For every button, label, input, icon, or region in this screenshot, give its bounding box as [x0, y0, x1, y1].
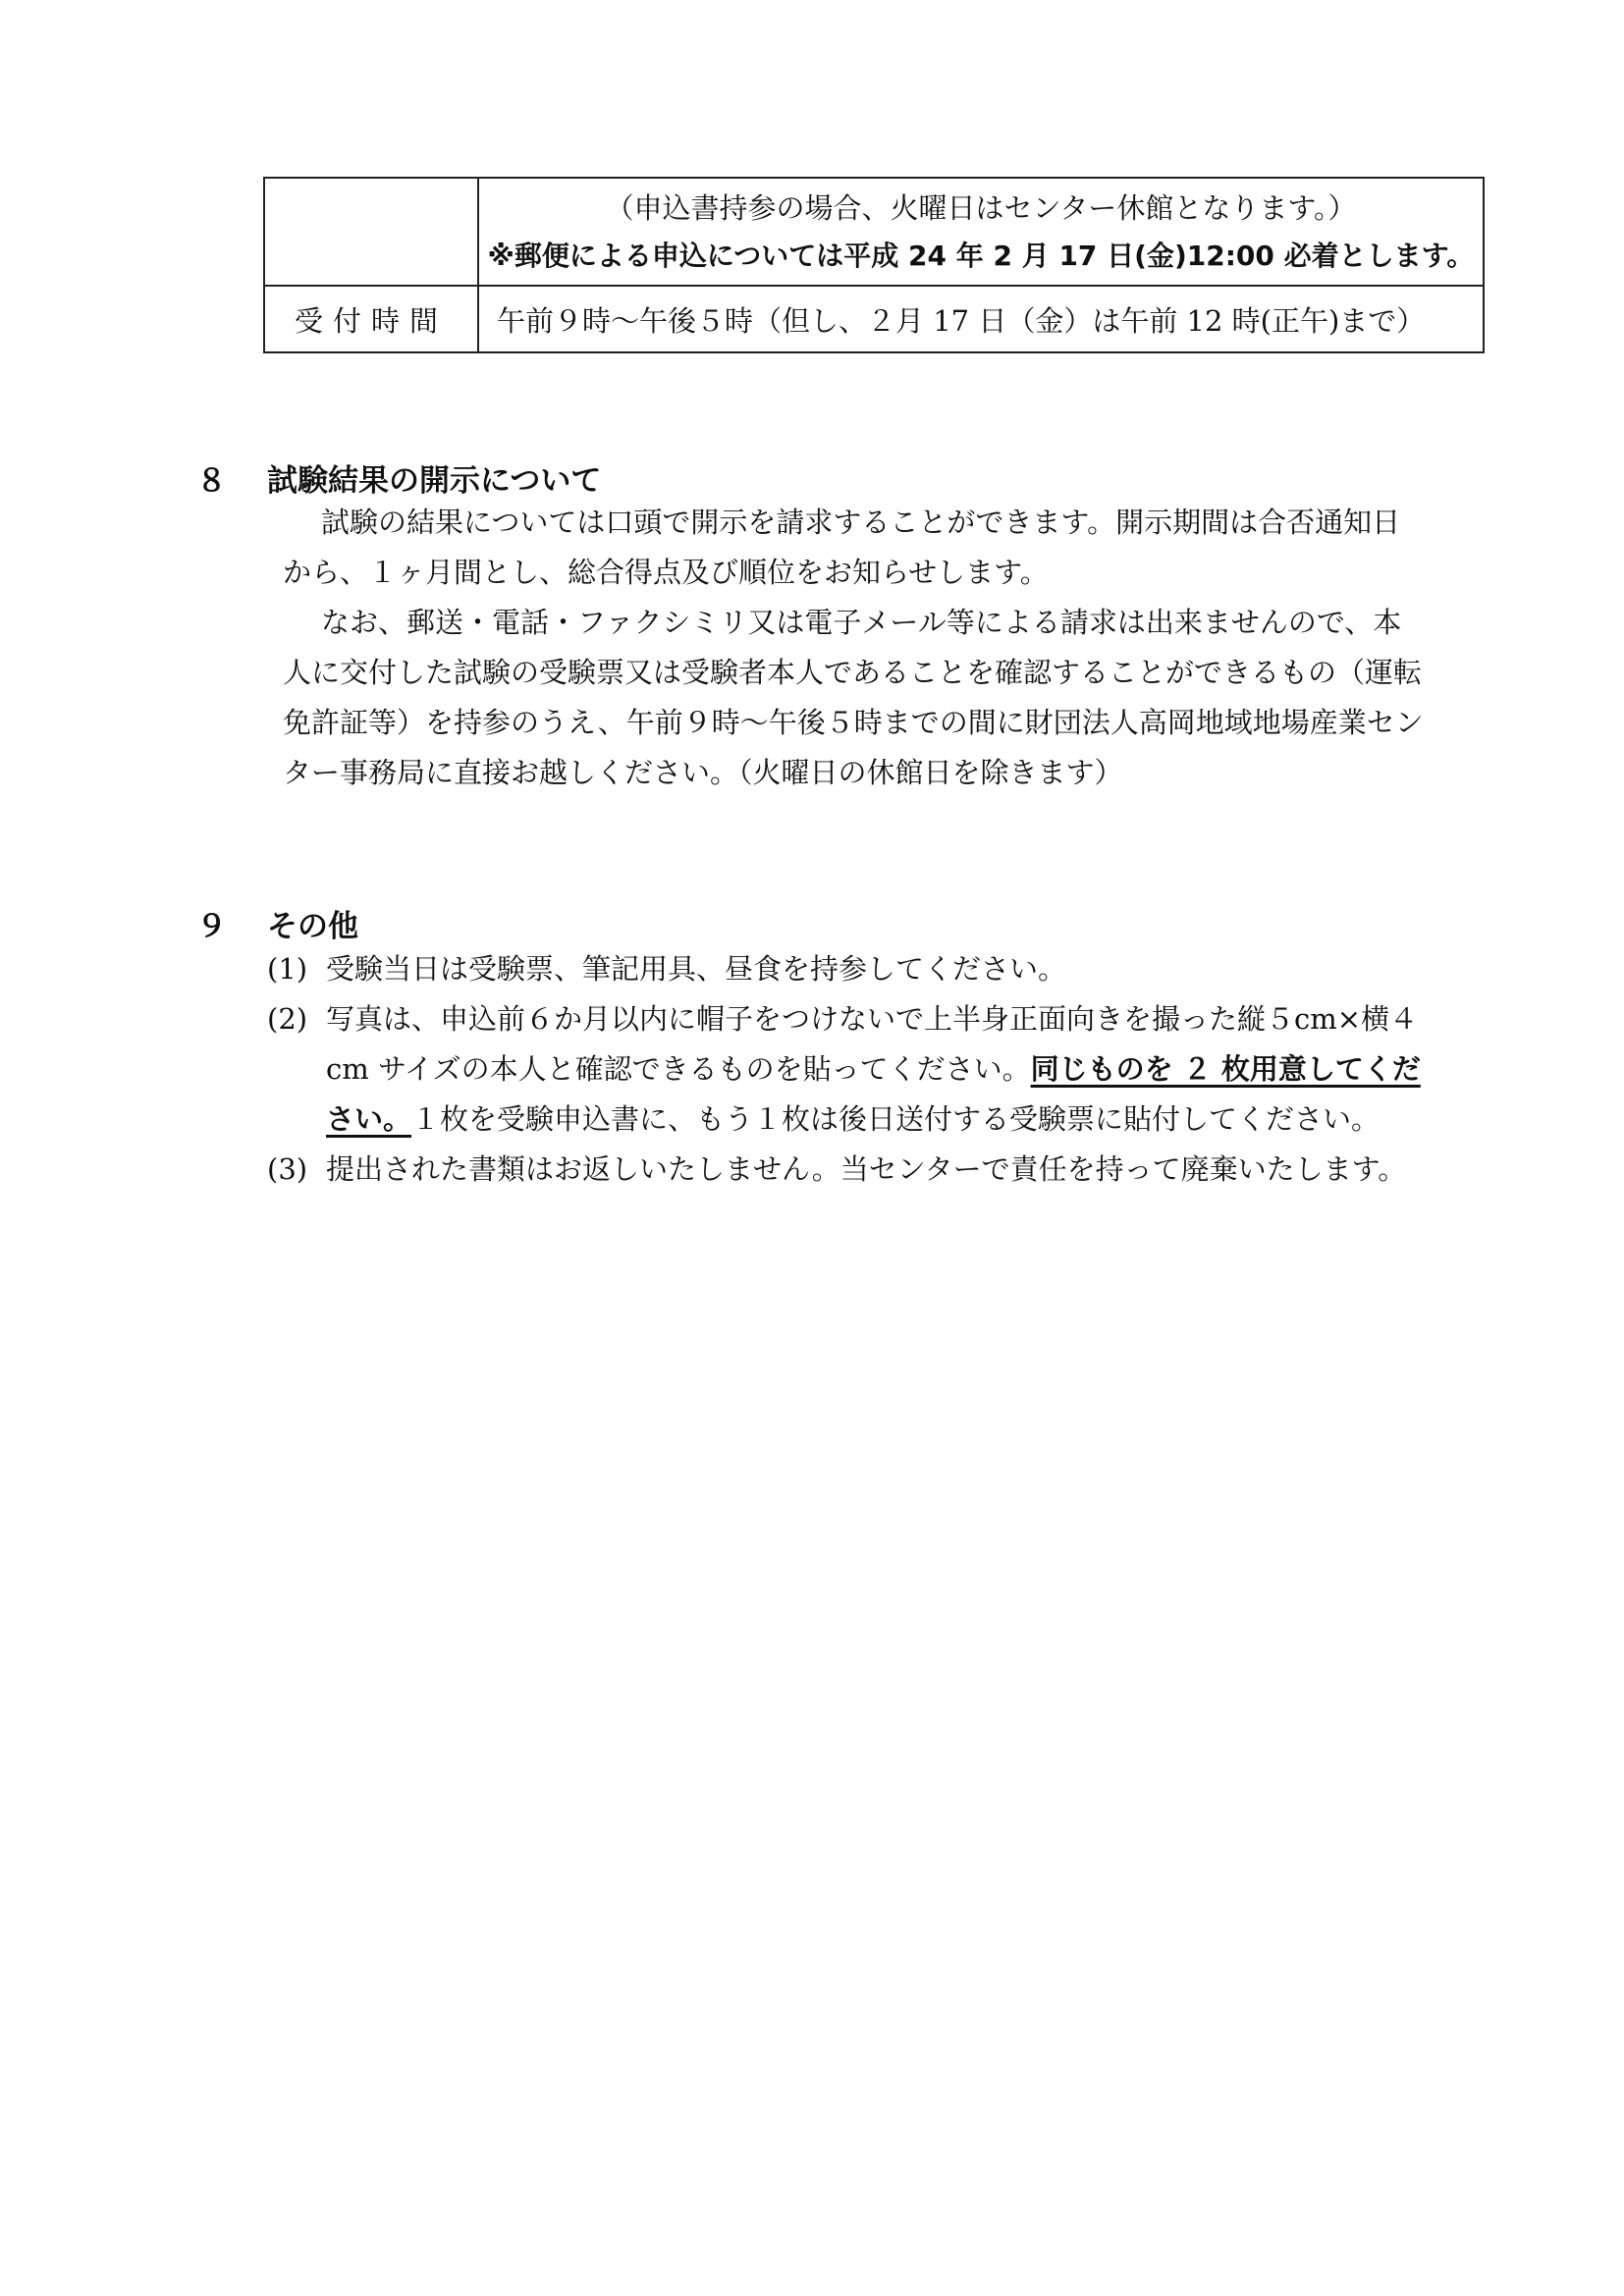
reception-hours-value: 午前９時～午後５時（但し、２月 17 日（金）は午前 12 時(正午)まで） [478, 286, 1484, 352]
section-9-heading [196, 901, 358, 945]
closed-day-note: （申込書持参の場合、火曜日はセンター休館となります。） [605, 191, 1357, 225]
section-number: ９ [196, 909, 227, 944]
mail-deadline-note: ※郵便による申込については平成 24 年 2 月 17 日(金)12:00 必着とします。 [487, 240, 1475, 272]
application-info-table [263, 177, 1485, 353]
table-row [264, 286, 1484, 352]
section-8-heading [196, 455, 601, 500]
list-item [267, 1145, 1406, 1195]
list-item-text: １枚を受験申込書に、もう１枚は後日送付する受験票に貼付してください。 [411, 1102, 1380, 1136]
paragraph-line: から、１ヶ月間とし、総合得点及び順位をお知らせします。 [283, 556, 1049, 589]
list-item-text: 受験当日は受験票、筆記用具、昼食を持参してください。 [326, 952, 1067, 986]
list-item-text: cm サイズの本人と確認できるものを貼ってください。 [326, 1052, 1031, 1086]
paragraph-line: ター事務局に直接お越しください。（火曜日の休館日を除きます） [283, 756, 1123, 789]
paragraph-line: 免許証等）を持参のうえ、午前９時～午後５時までの間に財団法人高岡地域地場産業セン [283, 706, 1424, 739]
list-item-text: 提出された書類はお返しいたしません。当センターで責任を持って廃棄いたします。 [326, 1152, 1407, 1186]
section-title: その他 [267, 909, 358, 944]
list-item-continuation [326, 1095, 1380, 1145]
list-marker: (2) [267, 1002, 308, 1036]
section-title: 試験結果の開示について [267, 463, 602, 499]
reception-hours-label: 受付時間 [264, 286, 478, 352]
table-label-cell [264, 178, 478, 286]
list-item-continuation [326, 1044, 1421, 1095]
paragraph-line: 人に交付した試験の受験票又は受験者本人であることを確認することができるもの（運転 [283, 656, 1423, 689]
section-number: ８ [196, 463, 227, 499]
list-item [267, 944, 1066, 994]
emphasis-text: さい。 [326, 1102, 412, 1136]
table-content-cell [478, 178, 1484, 286]
paragraph-line: 試験の結果については口頭で開示を請求することができます。開示期間は合否通知日 [321, 506, 1401, 539]
emphasis-text: 同じものを ２ 枚用意してくだ [1030, 1052, 1421, 1086]
list-marker: (3) [267, 1152, 308, 1186]
list-item-text: 写真は、申込前６か月以内に帽子をつけないで上半身正面向きを撮った縦５cm×横４ [326, 1002, 1419, 1036]
list-item [267, 994, 1418, 1044]
table-row [264, 178, 1484, 286]
list-marker: (1) [267, 952, 308, 986]
paragraph-line: なお、郵送・電話・ファクシミリ又は電子メール等による請求は出来ませんので、本 [321, 606, 1402, 639]
